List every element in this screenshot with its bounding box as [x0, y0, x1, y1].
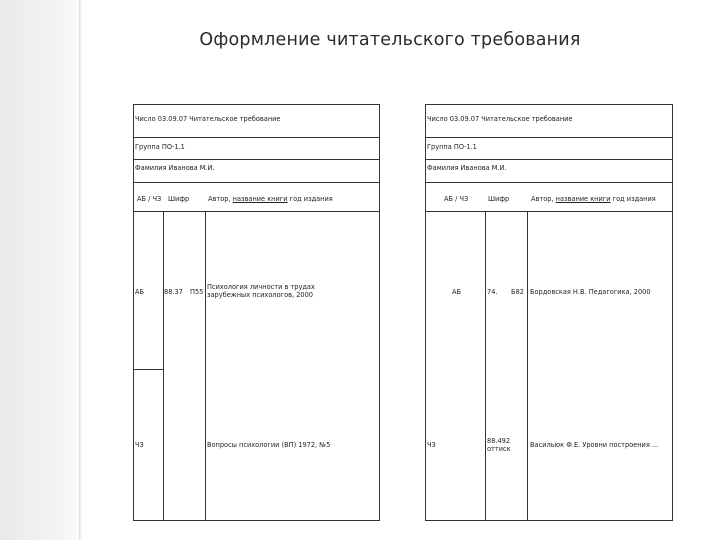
column-divider [163, 211, 164, 520]
name-line: Фамилия Иванова М.И. [427, 164, 507, 172]
column-header-cipher: Шифр [488, 195, 510, 203]
column-header-author-part: Автор, [531, 195, 556, 203]
row-dept: ЧЗ [135, 441, 144, 449]
divider [134, 137, 379, 138]
row-cipher: 88.37 [164, 288, 183, 296]
reader-request-form-right [425, 104, 673, 521]
column-header-author-underlined: название книги [232, 195, 288, 203]
divider [134, 159, 379, 160]
row-cipher: 74. [487, 288, 498, 296]
column-header-dept: АБ / ЧЗ [137, 195, 162, 203]
row-book: Вопросы психологии (ВП) 1972, №5 [207, 441, 331, 449]
column-header-author-part: год издания [610, 195, 656, 203]
divider [134, 182, 379, 183]
divider [134, 369, 163, 370]
date-line: Число 03.09.07 Читательское требование [135, 115, 281, 123]
column-header-cipher: Шифр [168, 195, 190, 203]
row-dept: АБ [452, 288, 462, 296]
row-cipher: Б82 [511, 288, 524, 296]
name-line: Фамилия Иванова М.И. [135, 164, 215, 172]
group-line: Группа ПО-1.1 [427, 143, 477, 151]
row-book: Васильюк Ф.Е. Уровни построения ... [530, 441, 659, 449]
decorative-left-band [0, 0, 82, 540]
row-dept: АБ [135, 288, 145, 296]
column-divider [205, 211, 206, 520]
divider [134, 211, 379, 212]
date-line: Число 03.09.07 Читательское требование [427, 115, 573, 123]
group-line: Группа ПО-1.1 [135, 143, 185, 151]
column-header-author-part: год издания [287, 195, 333, 203]
row-dept: ЧЗ [427, 441, 436, 449]
column-header-author [208, 195, 333, 203]
divider [426, 211, 672, 212]
column-header-author-part: Автор, [208, 195, 233, 203]
column-header-author-underlined: название книги [555, 195, 611, 203]
divider [426, 159, 672, 160]
divider [426, 182, 672, 183]
reader-request-form-left [133, 104, 380, 521]
column-divider [527, 211, 528, 520]
column-header-dept: АБ / ЧЗ [444, 195, 469, 203]
row-book: Бордовская Н.В. Педагогика, 2000 [530, 288, 651, 296]
slide-title: Оформление читательского требования [199, 30, 581, 50]
column-header-author [531, 195, 656, 203]
column-divider [485, 211, 486, 520]
row-book: Психология личности в трудах зарубежных психологов, 2000 [207, 283, 315, 299]
row-cipher: П55 [190, 288, 204, 296]
divider [426, 137, 672, 138]
row-cipher: 88.492 оттиск [487, 437, 511, 453]
